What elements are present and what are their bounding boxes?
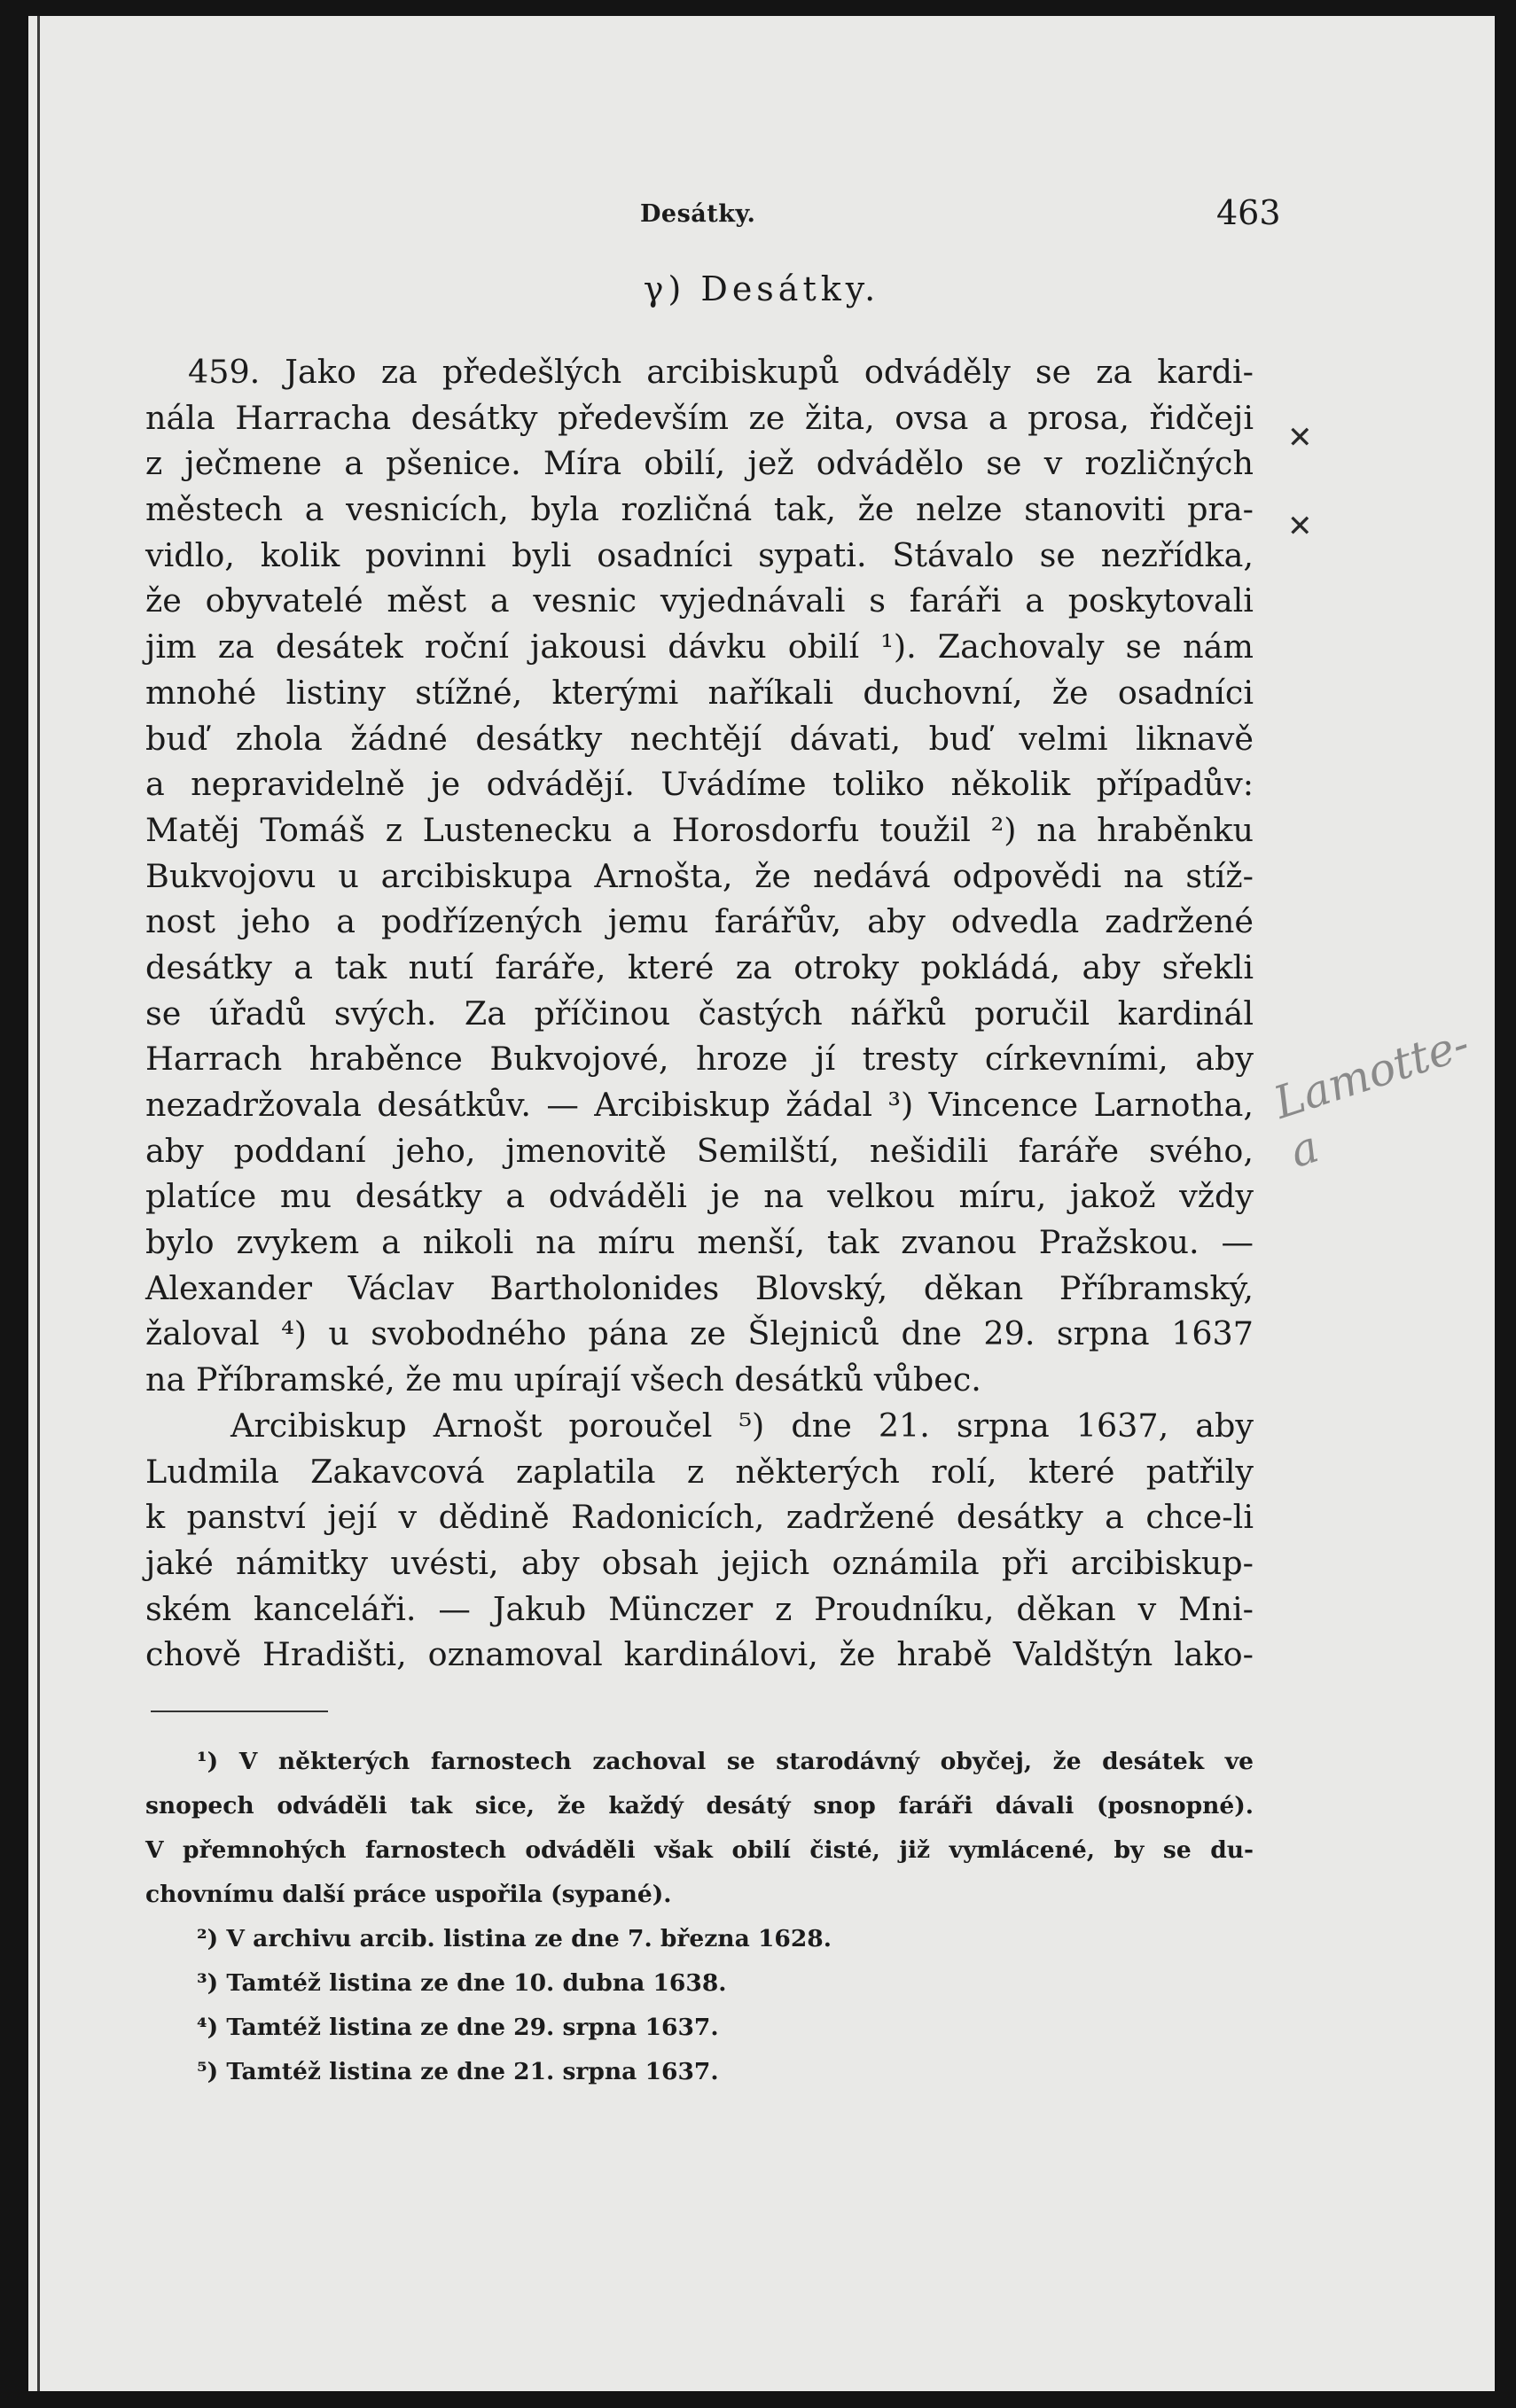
- text-line: Harrach hraběnce Bukvojové, hroze jí tresty církevními, aby: [145, 1040, 1254, 1079]
- text-line: desátky a tak nutí faráře, které za otroky pokládá, aby sřekli: [145, 947, 1254, 986]
- text-line: z ječmene a pšenice. Míra obilí, jež odvádělo se v rozličných: [145, 444, 1254, 483]
- footnote-line: ⁵) Tamtéž listina ze dne 21. srpna 1637.: [197, 2058, 719, 2085]
- text-line: platíce mu desátky a odváděli je na velkou míru, jakož vždy: [145, 1177, 1254, 1216]
- page-number: 463: [1216, 193, 1281, 232]
- text-line: nezadržovala desátkův. — Arcibiskup žádal ³) Vincence Larnotha,: [145, 1086, 1254, 1124]
- page-edge-rule: [37, 16, 40, 2391]
- text-line: že obyvatelé měst a vesnic vyjednávali s faráři a poskytovali: [145, 581, 1254, 620]
- text-line: žaloval ⁴) u svobodného pána ze Šlejniců dne 29. srpna 1637: [145, 1314, 1254, 1353]
- main-text: [145, 349, 1254, 1678]
- running-head: Desátky.: [640, 200, 756, 228]
- text-line: a nepravidelně je odvádějí. Uvádíme toliko několik případův:: [145, 765, 1254, 804]
- text-line: nost jeho a podřízených jemu farářův, aby odvedla zadržené: [145, 902, 1254, 941]
- text-line: na Příbramské, že mu upírají všech desátků vůbec.: [145, 1360, 981, 1399]
- text-line: bylo zvykem a nikoli na míru menší, tak zvanou Pražskou. —: [145, 1223, 1254, 1262]
- margin-handwriting: Lamotte-a: [1268, 1017, 1476, 1178]
- footnote-line: ¹) V některých farnostech zachoval se starodávný obyčej, že desátek ve: [197, 1748, 1254, 1775]
- text-line: jaké námitky uvésti, aby obsah jejich oznámila při arcibiskup-: [145, 1543, 1254, 1582]
- footnote-line: snopech odváděli tak sice, že každý desátý snop faráři dávali (posnopné).: [145, 1792, 1254, 1820]
- footnote-line: ⁴) Tamtéž listina ze dne 29. srpna 1637.: [197, 2014, 719, 2041]
- text-line: jim za desátek roční jakousi dávku obilí ¹). Zachovaly se nám: [145, 627, 1254, 666]
- text-line: aby poddaní jeho, jmenovitě Semilští, nešidili faráře svého,: [145, 1131, 1254, 1170]
- footnotes: [145, 1740, 1254, 2094]
- footnote-rule: [151, 1711, 328, 1712]
- text-line: nála Harracha desátky především ze žita, ovsa a prosa, řidčeji: [145, 398, 1254, 437]
- text-line: ském kanceláři. — Jakub Münczer z Proudníku, děkan v Mni-: [145, 1589, 1254, 1628]
- text-line: Ludmila Zakavcová zaplatila z některých rolí, které patřily: [145, 1452, 1254, 1491]
- footnote-line: V přemnohých farnostech odváděli však obilí čisté, již vymlácené, by se du-: [145, 1836, 1254, 1864]
- text-line: Matěj Tomáš z Lustenecku a Horosdorfu toužil ²) na hraběnku: [145, 810, 1254, 849]
- footnote-line: ²) V archivu arcib. listina ze dne 7. března 1628.: [197, 1925, 832, 1952]
- text-line: chově Hradišti, oznamoval kardinálovi, že hrabě Valdštýn lako-: [145, 1635, 1254, 1674]
- text-line: Alexander Václav Bartholonides Blovský, děkan Příbramský,: [145, 1268, 1254, 1307]
- text-line: Arcibiskup Arnošt poroučel ⁵) dne 21. srpna 1637, aby: [231, 1406, 1254, 1445]
- text-line: se úřadů svých. Za příčinou častých nářků poručil kardinál: [145, 994, 1254, 1033]
- text-line: městech a vesnicích, byla rozličná tak, že nelze stanoviti pra-: [145, 490, 1254, 529]
- text-line: buď zhola žádné desátky nechtějí dávati, buď velmi liknavě: [145, 719, 1254, 758]
- margin-cross-mark: ✕: [1287, 420, 1313, 456]
- footnote-line: ³) Tamtéž listina ze dne 10. dubna 1638.: [197, 1969, 727, 1997]
- book-page: [28, 16, 1495, 2391]
- text-line: k panství její v dědině Radonicích, zadržené desátky a chce-li: [145, 1498, 1254, 1537]
- text-line: mnohé listiny stížné, kterými naříkali duchovní, že osadníci: [145, 673, 1254, 712]
- text-line: 459. Jako za předešlých arcibiskupů odváděly se za kardi-: [188, 353, 1254, 391]
- text-line: vidlo, kolik povinni byli osadníci sypati. Stávalo se nezřídka,: [145, 535, 1254, 574]
- text-line: Bukvojovu u arcibiskupa Arnošta, že nedává odpovědi na stíž-: [145, 856, 1254, 895]
- footnote-line: chovnímu další práce uspořila (sypané).: [145, 1881, 672, 1908]
- margin-cross-mark: ✕: [1287, 509, 1313, 544]
- section-title: γ) Desátky.: [643, 269, 880, 308]
